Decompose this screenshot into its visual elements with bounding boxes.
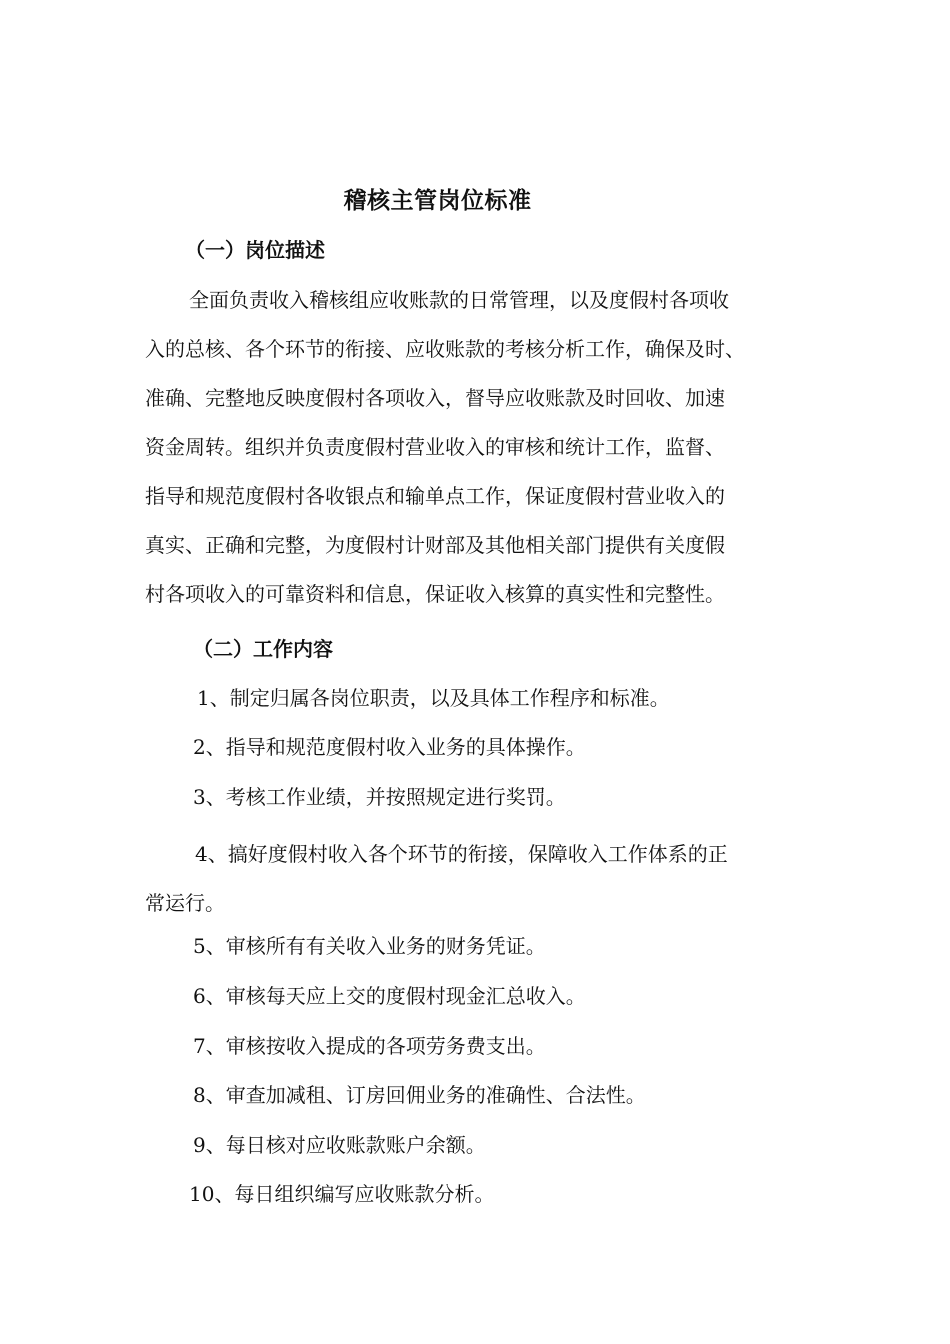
paragraph-line: 真实、正确和完整，为度假村计财部及其他相关部门提供有关度假: [145, 533, 725, 557]
list-item: 2、指导和规范度假村收入业务的具体操作。: [193, 735, 586, 759]
paragraph-line: 指导和规范度假村各收银点和输单点工作，保证度假村营业收入的: [145, 484, 725, 508]
job-description-paragraph: [145, 276, 835, 619]
paragraph-line: 资金周转。组织并负责度假村营业收入的审核和统计工作，监督、: [145, 435, 725, 459]
list-item: [145, 830, 835, 928]
list-item-line: 4、搞好度假村收入各个环节的衔接，保障收入工作体系的正: [195, 842, 728, 866]
list-item: 10、每日组织编写应收账款分析。: [189, 1182, 495, 1206]
list-item-line: 常运行。: [145, 891, 225, 915]
section-heading-job-description: （一）岗位描述: [185, 238, 325, 262]
list-item: 7、审核按收入提成的各项劳务费支出。: [193, 1034, 546, 1058]
list-item: 5、审核所有有关收入业务的财务凭证。: [193, 934, 546, 958]
list-item: 9、每日核对应收账款账户余额。: [193, 1133, 486, 1157]
document-title: 稽核主管岗位标准: [343, 187, 532, 214]
section-heading-work-content: （二）工作内容: [193, 637, 333, 661]
paragraph-line: 准确、完整地反映度假村各项收入，督导应收账款及时回收、加速: [145, 386, 725, 410]
list-item: 3、考核工作业绩，并按照规定进行奖罚。: [193, 785, 566, 809]
paragraph-line: 全面负责收入稽核组应收账款的日常管理，以及度假村各项收: [189, 288, 729, 312]
list-item: 1、制定归属各岗位职责，以及具体工作程序和标准。: [197, 686, 670, 710]
list-item: 6、审核每天应上交的度假村现金汇总收入。: [193, 984, 586, 1008]
paragraph-line: 入的总核、各个环节的衔接、应收账款的考核分析工作，确保及时、: [145, 337, 745, 361]
paragraph-line: 村各项收入的可靠资料和信息，保证收入核算的真实性和完整性。: [145, 582, 725, 606]
list-item: 8、审查加减租、订房回佣业务的准确性、合法性。: [193, 1083, 646, 1107]
